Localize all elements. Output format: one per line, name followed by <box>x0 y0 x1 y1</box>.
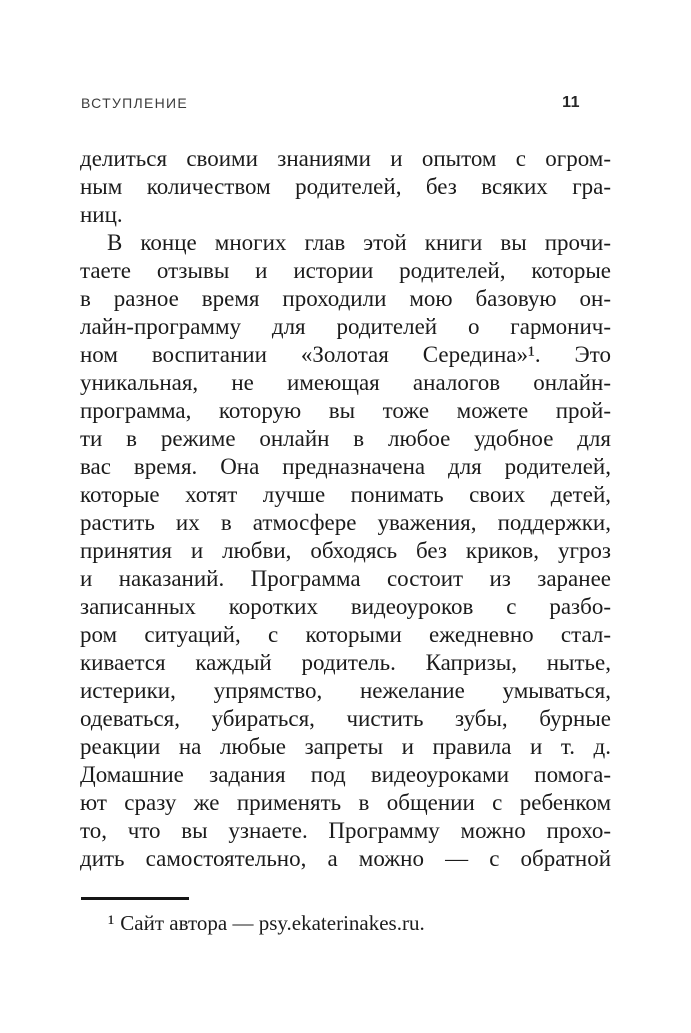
footnote-text: Сайт автора — psy.ekaterinakes.ru. <box>120 911 425 935</box>
text-line: истерики, упрямство, нежелание умываться, <box>80 678 611 703</box>
footnote-separator <box>81 897 189 900</box>
text-line: ром ситуаций, с которыми ежедневно стал- <box>80 622 611 647</box>
text-line: вас время. Она предназначена для родителей, <box>80 454 611 479</box>
text-line: ным количеством родителей, без всяких гра- <box>80 174 611 199</box>
text-line: реакции на любые запреты и правила и т. д. <box>80 734 611 759</box>
text-line: и наказаний. Программа состоит из заранее <box>80 566 611 591</box>
text-line: одеваться, убираться, чистить зубы, бурные <box>80 706 611 731</box>
text-line: то, что вы узнаете. Программу можно прохо- <box>80 818 611 843</box>
text-line: делиться своими знаниями и опытом с огром- <box>80 146 611 171</box>
text-line: В конце многих глав этой книги вы прочи- <box>107 230 611 255</box>
text-line: уникальная, не имеющая аналогов онлайн- <box>80 370 611 395</box>
text-line: в разное время проходили мою базовую он- <box>80 286 611 311</box>
text-line: записанных коротких видеоуроков с разбо- <box>80 594 611 619</box>
text-line: кивается каждый родитель. Капризы, нытье, <box>80 650 611 675</box>
text-line: ном воспитании «Золотая Середина»¹. Это <box>80 342 611 367</box>
page-number: 11 <box>562 94 580 111</box>
text-line: дить самостоятельно, а можно — с обратной <box>80 846 611 871</box>
text-line: Домашние задания под видеоуроками помога- <box>80 762 611 787</box>
text-line: принятия и любви, обходясь без криков, угроз <box>80 538 611 563</box>
text-line: которые хотят лучше понимать своих детей, <box>80 482 611 507</box>
text-line: растить их в атмосфере уважения, поддержки, <box>80 510 611 535</box>
text-line: ниц. <box>80 202 123 227</box>
text-line: лайн-программу для родителей о гармонич- <box>80 314 611 339</box>
footnote <box>80 910 611 937</box>
body-text <box>80 145 611 873</box>
text-line: ти в режиме онлайн в любое удобное для <box>80 426 611 451</box>
text-line: таете отзывы и истории родителей, которые <box>80 258 611 283</box>
text-line: ют сразу же применять в общении с ребенком <box>80 790 611 815</box>
text-line: программа, которую вы тоже можете прой- <box>80 398 611 423</box>
footnote-marker: ¹ <box>108 911 115 935</box>
running-head: ВСТУПЛЕНИЕ <box>81 95 189 111</box>
